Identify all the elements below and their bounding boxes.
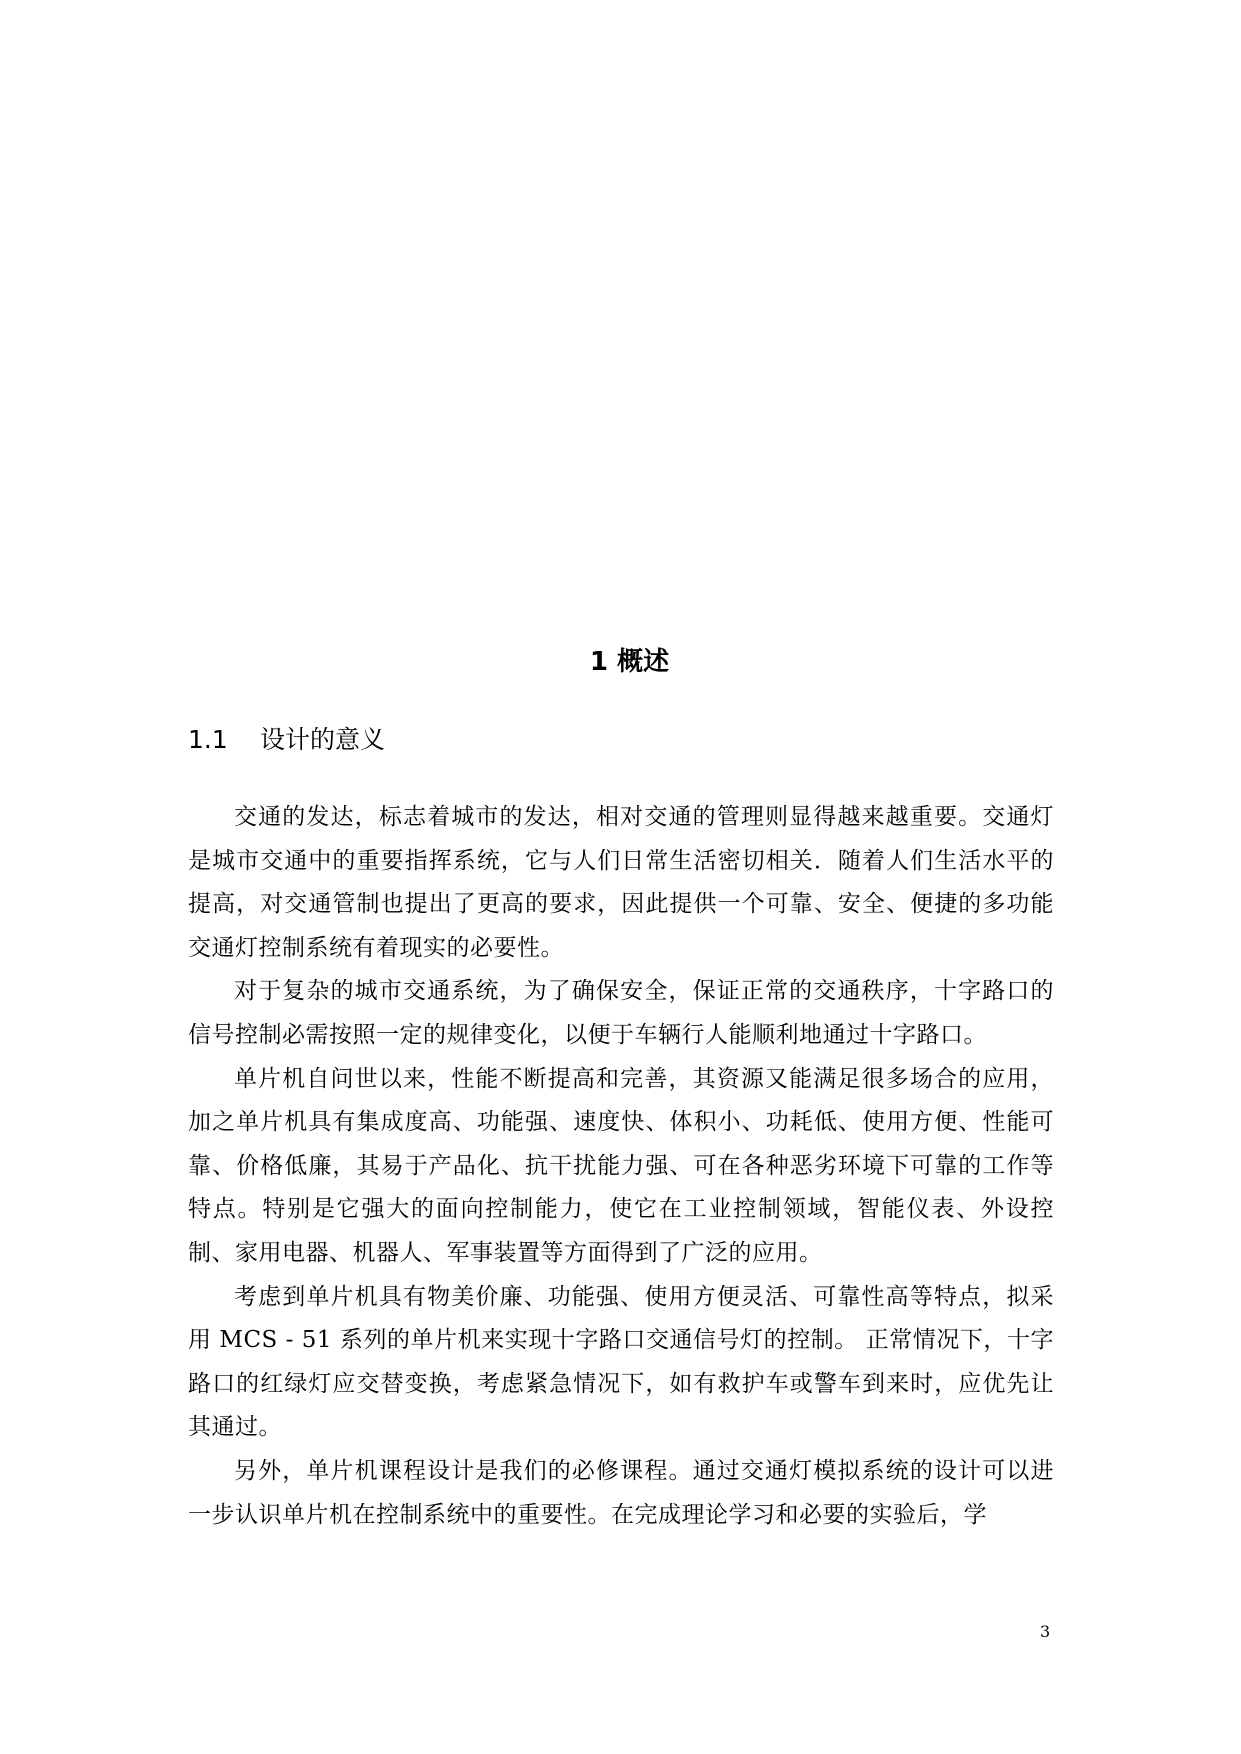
paragraph-4: 考虑到单片机具有物美价廉、功能强、使用方便灵活、可靠性高等特点，拟采用 MCS - 51 系列的单片机来实现十字路口交通信号灯的控制。 正常情况下，十字路口的红绿灯应交替变换，考虑紧急情况下，如有救护车或警车到来时，应优先让其通过。 — [188, 1283, 1054, 1441]
paragraph-5: 另外，单片机课程设计是我们的必修课程。通过交通灯模拟系统的设计可以进一步认识单片机在控制系统中的重要性。在完成理论学习和必要的实验后，学 — [188, 1457, 1054, 1528]
chapter-title: 1 概述 — [589, 647, 670, 677]
section-title: 设计的意义 — [260, 725, 386, 754]
section-number: 1.1 — [188, 725, 228, 754]
paragraph-3: 单片机自问世以来，性能不断提高和完善，其资源又能满足很多场合的应用，加之单片机具有集成度高、功能强、速度快、体积小、功耗低、使用方便、性能可靠、价格低廉，其易于产品化、抗干扰能力强、可在各种恶劣环境下可靠的工作等特点。特别是它强大的面向控制能力，使它在工业控制领域，智能仪表、外设控制、家用电器、机器人、军事装置等方面得到了广泛的应用。 — [188, 1065, 1054, 1266]
body-text — [188, 796, 1054, 1537]
paragraph-1: 交通的发达，标志着城市的发达，相对交通的管理则显得越来越重要。交通灯是城市交通中的重要指挥系统，它与人们日常生活密切相关．随着人们生活水平的提高，对交通管制也提出了更高的要求，因此提供一个可靠、安全、便捷的多功能交通灯控制系统有着现实的必要性。 — [188, 804, 1054, 961]
page-number: 3 — [1040, 1622, 1051, 1641]
paragraph-2: 对于复杂的城市交通系统，为了确保安全，保证正常的交通秩序，十字路口的信号控制必需按照一定的规律变化，以便于车辆行人能顺利地通过十字路口。 — [188, 978, 1054, 1048]
section-heading — [188, 722, 385, 758]
